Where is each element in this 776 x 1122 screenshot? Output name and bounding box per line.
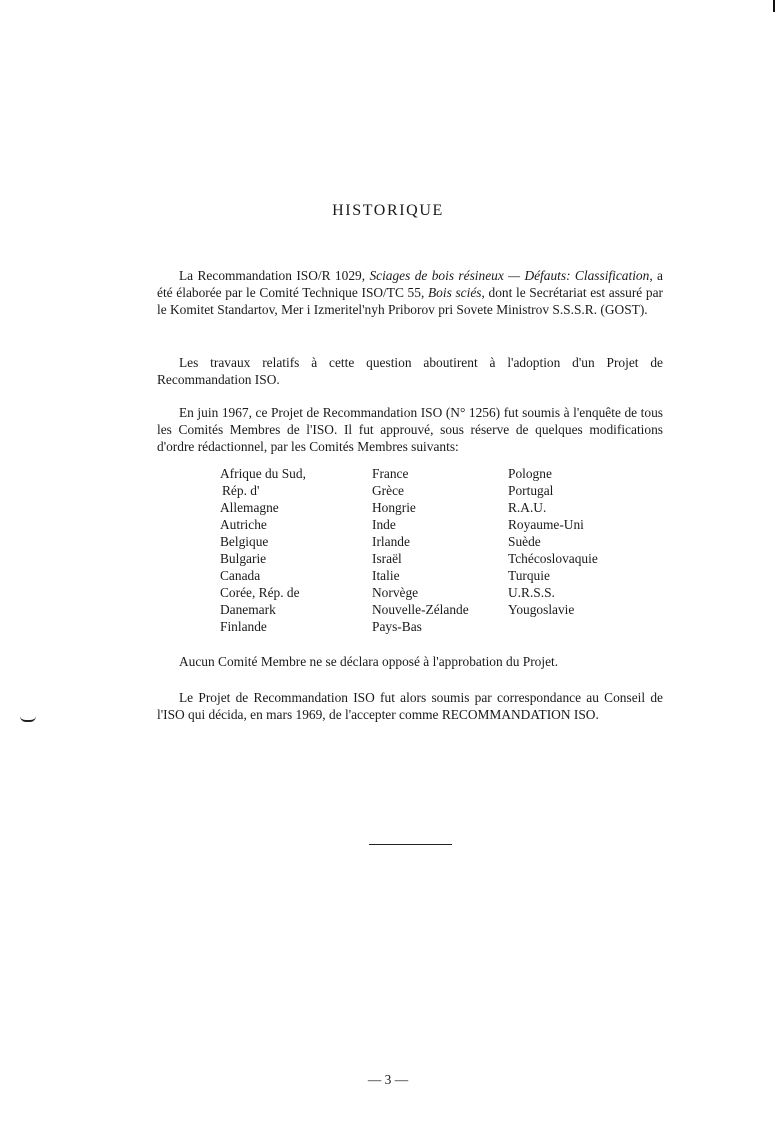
country-item: Yougoslavie — [508, 602, 575, 617]
country-item: R.A.U. — [508, 500, 547, 515]
countries-column-3 — [508, 465, 598, 618]
country-item: France — [372, 466, 409, 481]
no-opposition-text: Aucun Comité Membre ne se déclara opposé à l'approbation du Projet. — [179, 654, 559, 669]
country-item: Corée, Rép. de — [220, 585, 300, 600]
country-item: Finlande — [220, 619, 267, 634]
country-item: Suède — [508, 534, 541, 549]
country-item: Norvège — [372, 585, 419, 600]
intro-text-c: , a été élaborée par le Comité Technique ISO/TC 55, — [157, 268, 663, 300]
country-item: Bulgarie — [220, 551, 267, 566]
intro-committee-title: Bois sciés — [427, 285, 482, 300]
country-item: Portugal — [508, 483, 554, 498]
countries-column-2 — [372, 465, 469, 635]
country-item: Rép. d' — [222, 483, 260, 498]
country-item: Pays-Bas — [372, 619, 422, 634]
page-number: — 3 — — [367, 1072, 409, 1087]
page-title: HISTORIQUE — [332, 202, 444, 219]
country-item: Canada — [220, 568, 261, 583]
country-item: U.R.S.S. — [508, 585, 555, 600]
paragraph-council — [157, 689, 663, 723]
country-item: Danemark — [220, 602, 276, 617]
country-item: Afrique du Sud, — [220, 466, 306, 481]
council-text: Le Projet de Recommandation ISO fut alors soumis par correspondance au Conseil de l'ISO qui décida, en mars 1969, de l'accepter comme RECOMMANDATION ISO. — [157, 690, 663, 722]
country-item: Inde — [372, 517, 396, 532]
paragraph-no-opposition — [157, 653, 663, 670]
country-item: Pologne — [508, 466, 552, 481]
country-item: Italie — [372, 568, 400, 583]
country-item: Allemagne — [220, 500, 279, 515]
country-item: Turquie — [508, 568, 550, 583]
country-item: Hongrie — [372, 500, 416, 515]
paragraph-intro — [157, 267, 663, 318]
margin-mark — [20, 716, 36, 722]
intro-text-e: , dont le Secrétariat est assuré par le Komitet Standartov, Mer i Izmeritel'nyh Priborov pri Sovete Ministrov S.S.S.R. (GOST). — [157, 285, 663, 317]
page-edge-mark — [773, 0, 775, 12]
intro-standard-title: Sciages de bois résineux — Défauts: Classification — [369, 268, 650, 283]
country-item: Grèce — [372, 483, 404, 498]
country-item: Royaume-Uni — [508, 517, 584, 532]
country-item: Israël — [372, 551, 402, 566]
enquiry-text: En juin 1967, ce Projet de Recommandation ISO (N° 1256) fut soumis à l'enquête de tous les Comités Membres de l'ISO. Il fut approuvé, sous réserve de quelques modifications d'ordre rédactionnel, par les Comités Membres suivants: — [157, 405, 663, 454]
country-item: Irlande — [372, 534, 410, 549]
section-divider — [369, 844, 452, 845]
intro-text-a: La Recommandation ISO/R 1029, — [179, 268, 370, 283]
country-item: Belgique — [220, 534, 269, 549]
country-item: Tchécoslovaquie — [508, 551, 598, 566]
paragraph-enquiry — [157, 404, 663, 455]
paragraph-work — [157, 354, 663, 388]
work-text: Les travaux relatifs à cette question aboutirent à l'adoption d'un Projet de Recommandation ISO. — [157, 355, 663, 387]
country-item: Autriche — [220, 517, 267, 532]
country-item: Nouvelle-Zélande — [372, 602, 469, 617]
countries-column-1 — [220, 465, 306, 635]
